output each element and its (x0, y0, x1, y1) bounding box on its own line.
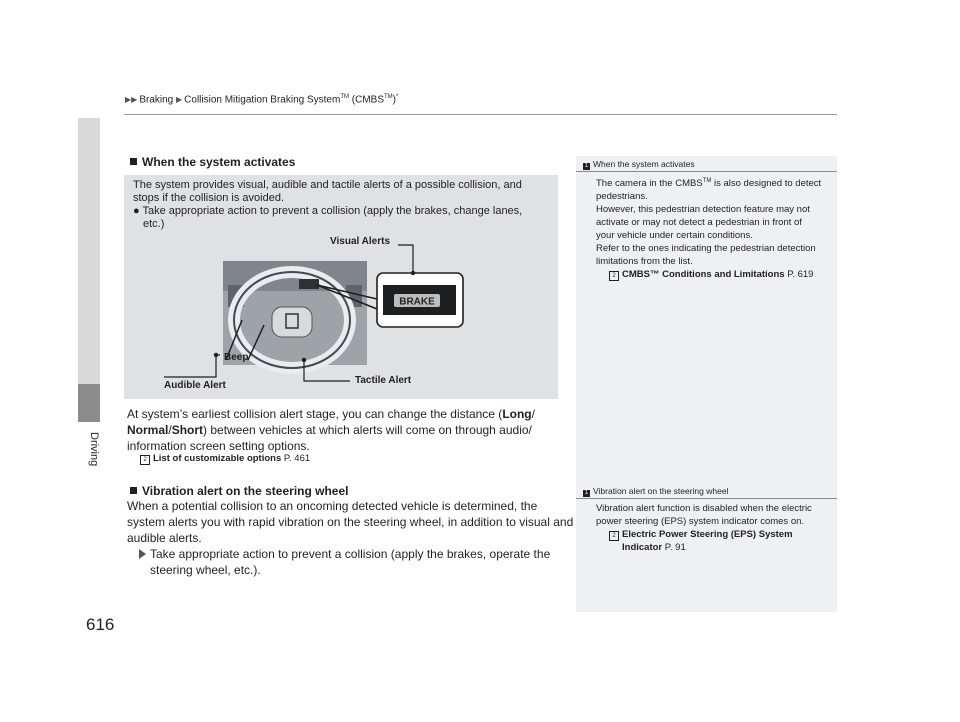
reference-arrow-icon: 2 (609, 531, 619, 541)
reference-arrow-icon: 2 (609, 271, 619, 281)
page-number: 616 (86, 615, 115, 634)
section-heading-text: When the system activates (142, 155, 296, 169)
steering-hub (272, 307, 312, 337)
note-text: Vibration alert function is disabled when the electric (596, 503, 812, 514)
note-text: your vehicle under certain conditions. (596, 230, 753, 242)
note-text: power steering (EPS) system indicator comes on. (596, 516, 805, 527)
body-text: When a potential collision to an oncoming detected vehicle is determined, the (127, 499, 538, 513)
box-text-line: stops if the collision is avoided. (133, 192, 285, 204)
step-text: Take appropriate action to prevent a collision (apply the brakes, operate the (150, 547, 551, 561)
note-text: limitations from the list. (596, 256, 693, 268)
breadcrumb-item-cmbs[interactable]: Collision Mitigation Braking System (184, 94, 341, 106)
note-heading-vibration (583, 486, 728, 497)
box-text-line: The system provides visual, audible and tactile alerts of a possible collision, and (133, 179, 522, 191)
slash: / (168, 423, 172, 437)
leader-line-visual-alerts (398, 245, 413, 273)
slash: / (531, 407, 535, 421)
body-text: information screen setting options. (127, 439, 310, 453)
trademark-mark: TM (702, 178, 712, 184)
note-text: is also designed to detect (711, 178, 822, 190)
section-heading-activates (130, 155, 295, 169)
note-number-icon: 1 (584, 490, 589, 496)
breadcrumb-paren: ) (392, 94, 397, 106)
side-tab-light (78, 118, 100, 384)
square-bullet-icon (130, 487, 137, 494)
note-separator (576, 171, 837, 172)
breadcrumb-cmbs-abbrev: (CMBS (349, 94, 384, 106)
xref-eps-indicator[interactable] (596, 528, 834, 554)
body-text: At system’s earliest collision alert stage, you can change the distance ( (127, 407, 503, 421)
callout-beep: Beep (224, 352, 249, 363)
callout-visual-alerts: Visual Alerts (330, 236, 391, 247)
section-heading-text: Vibration alert on the steering wheel (142, 484, 349, 498)
callout-dot (411, 271, 415, 275)
xref-customizable-options[interactable] (140, 453, 310, 465)
note-number-icon: 1 (584, 163, 589, 169)
note-heading-text: Vibration alert on the steering wheel (593, 486, 729, 496)
xref-label: Electric Power Steering (EPS) System (622, 529, 793, 540)
section2-body (127, 498, 574, 578)
xref-page: P. 91 (664, 542, 686, 553)
box-bullet-line: ● Take appropriate action to prevent a collision (apply the brakes, change lanes, (133, 205, 523, 217)
notes-sidebar (576, 156, 837, 612)
callout-tactile-alert: Tactile Alert (355, 375, 412, 386)
breadcrumb-arrow-icon: ▶▶ (125, 95, 138, 105)
xref-page: P. 461 (283, 453, 311, 464)
step-arrow-icon (139, 549, 146, 559)
callout-audible-alert: Audible Alert (164, 380, 226, 391)
body-text: ) between vehicles at which alerts will come on through audio/ (203, 423, 532, 437)
note2-body (596, 502, 834, 554)
note-separator (576, 498, 837, 499)
step-text: steering wheel, etc.). (150, 563, 261, 577)
xref-page: P. 619 (787, 269, 814, 281)
steering-wheel-illustration (124, 175, 558, 399)
note-heading-activates (583, 159, 695, 170)
section-heading-vibration (130, 484, 349, 498)
xref-cmbs-conditions[interactable] (596, 268, 834, 281)
illustration-box (124, 175, 558, 399)
leader-line-audible (164, 355, 216, 377)
option-long: Long (502, 407, 532, 421)
asterisk-mark: * (396, 94, 399, 100)
note-text: Refer to the ones indicating the pedestrian detection (596, 243, 816, 255)
option-short: Short (171, 423, 204, 437)
meter-display (299, 279, 319, 289)
body-text: system alerts you with rapid vibration on the steering wheel, in addition to visual and (127, 515, 574, 529)
header-rule (124, 114, 837, 115)
body-text: audible alerts. (127, 531, 202, 545)
xref-label: List of customizable options (153, 453, 282, 464)
square-bullet-icon (130, 158, 137, 165)
breadcrumb-item-braking[interactable]: Braking (139, 94, 174, 106)
note-text: The camera in the CMBS (596, 178, 703, 190)
note-heading-text: When the system activates (593, 159, 695, 169)
brake-indicator-text: BRAKE (399, 296, 435, 308)
callout-dot (302, 358, 306, 362)
xref-label: Indicator (622, 542, 663, 553)
trademark-mark: TM (384, 94, 393, 100)
reference-arrow-icon: 2 (140, 455, 150, 465)
xref-label: CMBS™ Conditions and Limitations (622, 269, 785, 281)
breadcrumb-arrow-icon: ▶ (176, 95, 183, 105)
option-normal: Normal (127, 423, 169, 437)
box-bullet-line: etc.) (143, 218, 165, 230)
note-text: activate or may not detect a pedestrian in front of (596, 217, 802, 229)
note-text: pedestrians. (596, 191, 648, 203)
callout-dot (214, 353, 218, 357)
breadcrumb (125, 94, 398, 105)
side-tab-label: Driving (88, 432, 100, 467)
section1-body (127, 406, 567, 454)
side-tab-active[interactable] (78, 384, 100, 422)
trademark-mark: TM (340, 94, 349, 100)
note-text: However, this pedestrian detection feature may not (596, 204, 810, 216)
note1-body (596, 175, 834, 281)
